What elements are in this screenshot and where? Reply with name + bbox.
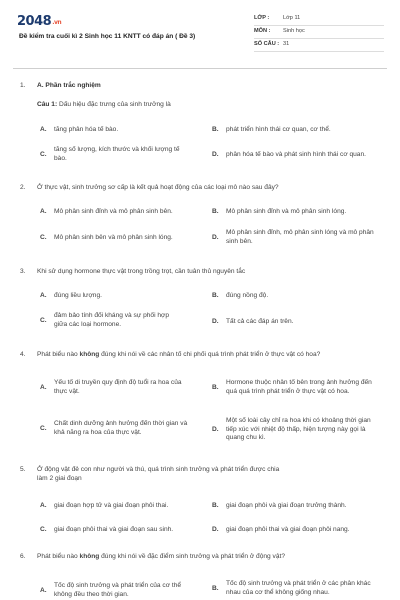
option-c[interactable]: C. Mô phân sinh bên và mô phân sinh lóng. [40, 233, 173, 241]
option-c[interactable]: C. giai đoạn phôi thai và giai đoạn sau sinh. [40, 525, 174, 533]
header [0, 0, 400, 58]
option-b[interactable]: B. Tốc độ sinh trưởng và phát triển ở các phân khác nhau của cơ thể không giống nhau. [212, 580, 371, 596]
question-number: 4. [20, 351, 26, 358]
meta-value: Lớp 11 [283, 15, 301, 22]
question-number: 2. [20, 184, 26, 191]
meta-key: LỚP : [254, 15, 270, 22]
meta-row-count [254, 39, 384, 52]
option-d[interactable]: D. Một số loài cây chỉ ra hoa khi có khoảng thời gian tiếp xúc với nhiệt độ thấp, hiện tượng này gọi là quang chu kì. [212, 416, 371, 442]
document-title: Đề kiểm tra cuối kì 2 Sinh học 11 KNTT có đáp án ( Đề 3) [19, 33, 196, 40]
meta-row-subject [254, 26, 384, 39]
question-text: Khi sử dụng hormone thực vật trong trồng trọt, cần tuân thủ nguyên tắc [37, 268, 246, 275]
option-a[interactable]: A. tăng phân hóa tế bào. [40, 125, 119, 133]
site-logo[interactable]: 2048.vn [17, 14, 62, 29]
option-a[interactable]: A. Yếu tố di truyền quy định độ tuổi ra hoa của thực vật. [40, 379, 182, 395]
meta-table [254, 13, 384, 52]
option-b[interactable]: B. đúng nồng độ. [212, 291, 269, 299]
option-b[interactable]: B. giai đoạn phôi và giai đoạn trưởng thành. [212, 501, 347, 509]
option-c[interactable]: C. tăng số lượng, kích thước và khối lượng tế bào. [40, 146, 180, 162]
option-a[interactable]: A. Mô phân sinh đỉnh và mô phân sinh bên. [40, 207, 173, 215]
option-d[interactable]: D. Tất cả các đáp án trên. [212, 317, 294, 325]
question-text: Phát biểu nào không đúng khi nói về các nhân tố chi phối quá trình phát triển ở thực vật có hoa? [37, 351, 321, 358]
option-d[interactable]: D. Mô phân sinh đỉnh, mô phân sinh lóng và mô phân sinh bên. [212, 229, 374, 245]
question-number: 3. [20, 268, 26, 275]
option-c[interactable]: C. Chất dinh dưỡng ảnh hưởng đến thời gian và khả năng ra hoa của thực vật. [40, 420, 188, 436]
question-text: Ở động vật đẻ con như người và thú, quá trình sinh trưởng và phát triển được chia làm 2 giai đoạn [37, 466, 280, 482]
option-c[interactable]: C. đảm bảo tính đối kháng và sự phối hợp giữa các loại hormone. [40, 312, 170, 328]
divider [13, 68, 387, 69]
meta-row-class [254, 13, 384, 26]
meta-value: Sinh học [283, 28, 305, 35]
option-a[interactable]: A. Tốc độ sinh trưởng và phát triển của cơ thể không đều theo thời gian. [40, 582, 182, 598]
option-d[interactable]: D. giai đoạn phôi thai và giai đoạn phôi nang. [212, 525, 350, 533]
option-a[interactable]: A. đúng liều lượng. [40, 291, 102, 299]
option-b[interactable]: B. Mô phân sinh đỉnh và mô phân sinh lóng. [212, 207, 347, 215]
question-number: 1. [20, 82, 26, 89]
question-number: 6. [20, 553, 26, 560]
option-a[interactable]: A. giai đoạn hợp tử và giai đoạn phôi thai. [40, 501, 169, 509]
question-text: Phát biểu nào không đúng khi nói về đặc điểm sinh trưởng và phát triển ở động vật? [37, 553, 286, 560]
meta-value: 31 [283, 41, 290, 48]
meta-key: MÔN : [254, 28, 271, 35]
section-title: A. Phần trắc nghiệm [37, 82, 101, 89]
meta-key: SỐ CÂU : [254, 41, 280, 48]
question-text: Câu 1: Dấu hiệu đặc trưng của sinh trưởng là [37, 101, 171, 108]
question-number: 5. [20, 466, 26, 473]
option-b[interactable]: B. phát triển hình thái cơ quan, cơ thể. [212, 125, 331, 133]
option-b[interactable]: B. Hormone thuộc nhân tố bên trong ảnh hưởng đến quá quá trình phát triển ở thực vật có hoa. [212, 379, 372, 395]
option-d[interactable]: D. phân hóa tế bào và phát sinh hình thái cơ quan. [212, 150, 366, 158]
question-text: Ở thực vật, sinh trưởng sơ cấp là kết quả hoạt động của các loại mô nào sau đây? [37, 184, 279, 191]
